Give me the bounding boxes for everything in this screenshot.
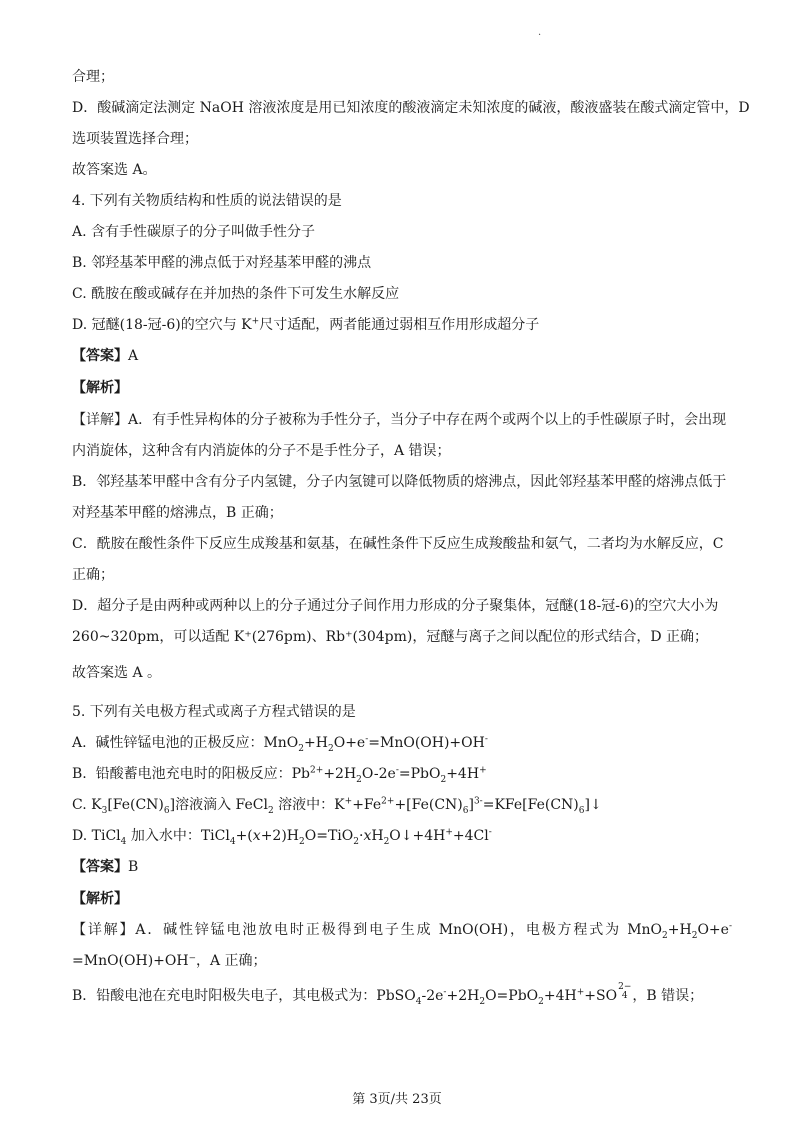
detail-line: 【详解】A．碱性锌锰电池放电时正极得到电子生成 MnO(OH)，电极方程式为 $MnO_2+H_2O+e^-$ bbox=[72, 921, 732, 941]
sulfate-charge: 2− 4 bbox=[618, 982, 632, 1001]
answer-line bbox=[72, 346, 732, 366]
text-line: 合理； bbox=[72, 69, 114, 85]
analysis-label: 【解析】 bbox=[72, 380, 128, 396]
option-b: B. 铅酸蓄电池充电时的阳极反应：$Pb^{2+}+2H_2O-2e^-=PbO_2+4H^+$ bbox=[72, 765, 487, 785]
detail-line: 对羟基苯甲醛的熔沸点，B 正确； bbox=[72, 505, 283, 521]
option-d-text: D. 冠醚(18-冠-6)的空穴与 K bbox=[72, 317, 252, 333]
option-d bbox=[72, 315, 732, 335]
detail-line: 【详解】A．有手性异构体的分子被称为手性分子，当分子中存在两个或两个以上的手性碳原子时，会出现 bbox=[72, 412, 727, 428]
answer-value: A bbox=[128, 348, 139, 364]
option-c: C. $K_3[Fe(CN)_6]$溶液滴入 FeCl$_2$ 溶液中：$K^++Fe^{2+}+[Fe(CN)_6]^{3-}=KFe[Fe(CN)_6]↓$ bbox=[72, 796, 602, 816]
answer-value: B bbox=[128, 859, 139, 875]
option-a: A. 含有手性碳原子的分子叫做手性分子 bbox=[72, 224, 316, 240]
text-line: D．酸碱滴定法测定 NaOH 溶液浓度是用已知浓度的酸液滴定未知浓度的碱液，酸液盛装在酸式滴定管中，D bbox=[72, 100, 750, 116]
detail-line: 故答案选 A 。 bbox=[72, 665, 162, 681]
detail-line: 内消旋体，这种含有内消旋体的分子不是手性分子，A 错误； bbox=[72, 443, 451, 459]
question-5-stem: 5. 下列有关电极方程式或离子方程式错误的是 bbox=[72, 704, 356, 720]
detail-line: 正确； bbox=[72, 567, 114, 583]
option-d: D. TiCl$_4$ 加入水中：$TiCl_4+(x+2)H_2O=TiO_2\cdot xH_2O↓+4H^++4Cl^-$ bbox=[72, 827, 492, 847]
detail-text: B．铅酸电池在充电时阳极失电子，其电极式为：PbSO bbox=[72, 988, 416, 1004]
detail-line: C．酰胺在酸性条件下反应生成羧基和氨基，在碱性条件下反应生成羧酸盐和氨气，二者均为水解反应，C bbox=[72, 536, 724, 552]
detail-line: B．邻羟基苯甲醛中含有分子内氢键，分子内氢键可以降低物质的熔沸点，因此邻羟基苯甲醛的熔沸点低于 bbox=[72, 474, 727, 490]
detail-text: ，B 错误； bbox=[632, 988, 704, 1004]
option-a: A. 碱性锌锰电池的正极反应：$MnO_2+H_2O+e^-=MnO(OH)+OH^-$ bbox=[72, 734, 488, 754]
detail-line: 260~320pm，可以适配 K⁺(276pm)、Rb⁺(304pm)，冠醚与离子之间以配位的形式结合，D 正确； bbox=[72, 629, 709, 645]
option-b: B. 邻羟基苯甲醛的沸点低于对羟基苯甲醛的沸点 bbox=[72, 255, 372, 271]
answer-label: 【答案】 bbox=[72, 859, 128, 875]
option-d-text: 尺寸适配，两者能通过弱相互作用形成超分子 bbox=[259, 317, 540, 333]
analysis-label: 【解析】 bbox=[72, 891, 128, 907]
text-line: 故答案选 A。 bbox=[72, 162, 157, 178]
detail-line: D．超分子是由两种或两种以上的分子通过分子间作用力形成的分子聚集体，冠醚(18-冠-6)的空穴大小为 bbox=[72, 598, 719, 614]
answer-label: 【答案】 bbox=[72, 348, 128, 364]
answer-line bbox=[72, 857, 732, 877]
question-4-stem: 4. 下列有关物质结构和性质的说法错误的是 bbox=[72, 193, 342, 209]
corner-mark: · bbox=[538, 30, 542, 41]
superscript: + bbox=[251, 316, 260, 327]
option-c: C. 酰胺在酸或碱存在并加热的条件下可发生水解反应 bbox=[72, 286, 400, 302]
detail-line: =MnO(OH)+OH⁻，A 正确； bbox=[72, 953, 267, 969]
page-footer: 第 3页/共 23页 bbox=[352, 1092, 442, 1107]
detail-line: B．铅酸电池在充电时阳极失电子，其电极式为：$PbSO_4-2e^-+2H_2O=PbO_2+4H^++SO$ 2− 4 ，B 错误； bbox=[72, 982, 704, 1007]
detail-text: 【详解】A．碱性锌锰电池放电时正极得到电子生成 MnO(OH)，电极方程式为 MnO bbox=[72, 922, 663, 938]
text-line: 选项装置选择合理； bbox=[72, 131, 198, 147]
